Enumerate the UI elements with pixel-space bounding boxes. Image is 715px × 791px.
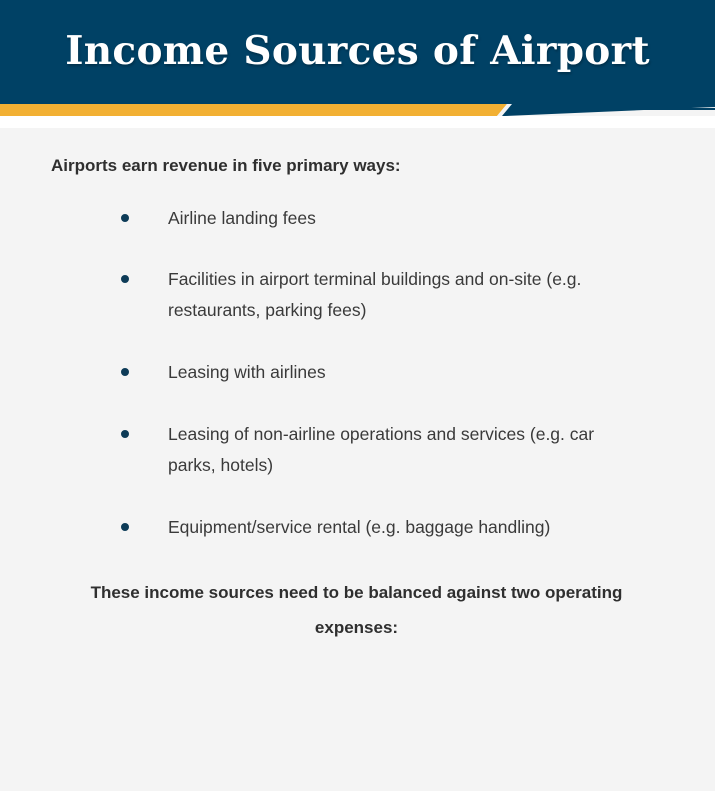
- list-item-text: Leasing of non-airline operations and services (e.g. car parks, hotels): [168, 424, 595, 475]
- bullet-icon: [121, 430, 129, 438]
- list-item-text: Equipment/service rental (e.g. baggage handling): [168, 517, 551, 537]
- closing-text: These income sources need to be balanced against two operating expenses:: [90, 583, 623, 637]
- list-item-text: Leasing with airlines: [168, 362, 326, 382]
- bullet-icon: [121, 368, 129, 376]
- intro-text: Airports earn revenue in five primary ways:: [51, 156, 401, 175]
- gold-band: [0, 104, 507, 116]
- header-accent-stripe: [0, 104, 715, 128]
- bullet-icon: [121, 214, 129, 222]
- white-band: [0, 116, 715, 128]
- header-banner: [0, 0, 715, 104]
- list-item-text: Facilities in airport terminal buildings and on-site (e.g. restaurants, parking fees): [168, 269, 582, 320]
- bullet-icon: [121, 275, 129, 283]
- page-title: Income Sources of Airport: [65, 28, 650, 74]
- bullet-icon: [121, 523, 129, 531]
- list-item-text: Airline landing fees: [168, 208, 316, 228]
- navy-line: [511, 108, 715, 110]
